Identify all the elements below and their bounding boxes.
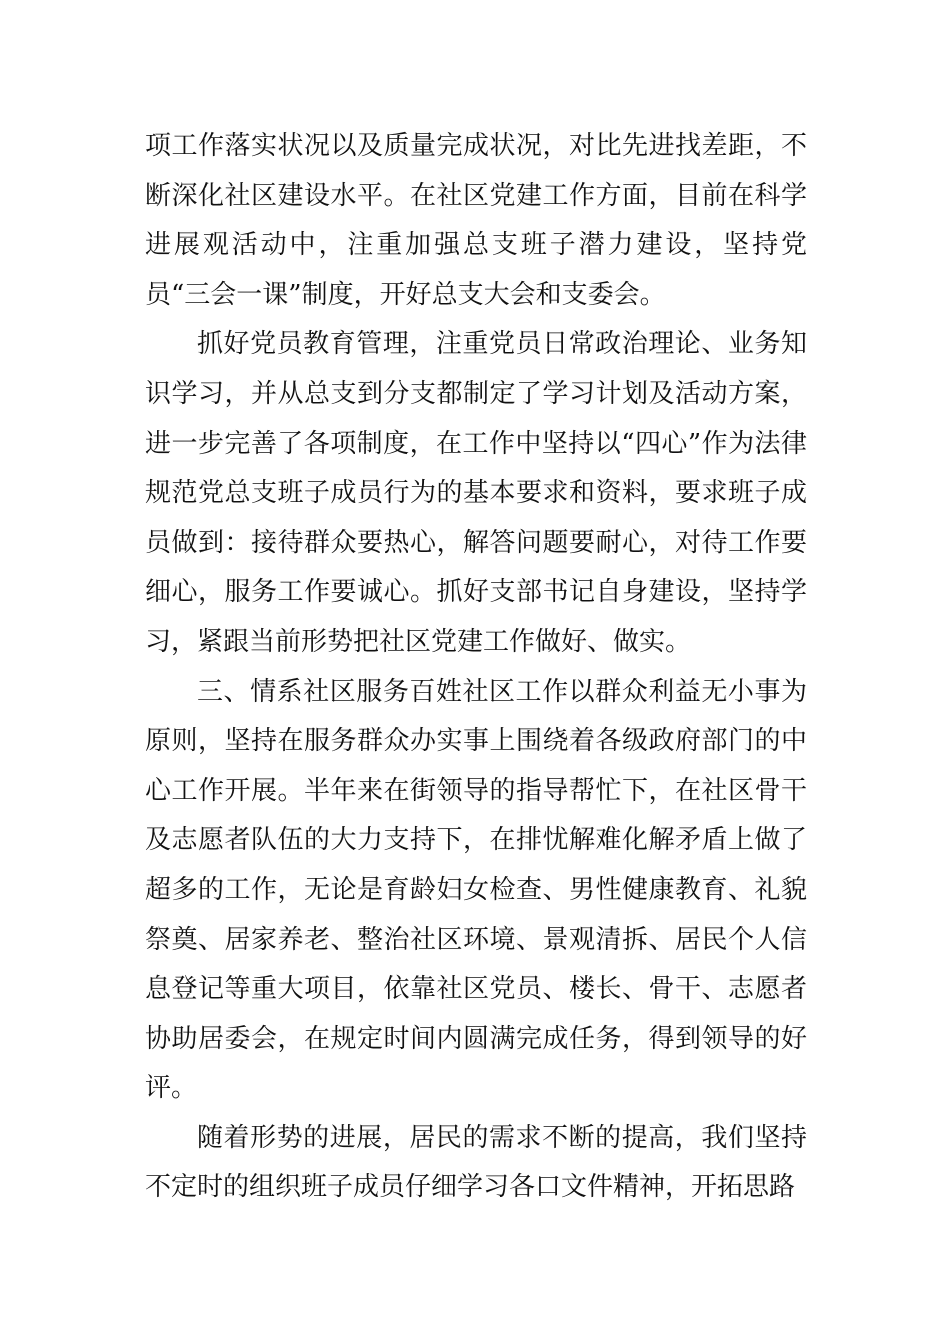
paragraph-1: 项工作落实状况以及质量完成状况，对比先进找差距，不断深化社区建设水平。在社区党建工作方面，目前在科学进展观活动中，注重加强总支班子潜力建设，坚持党员“三会一课”制度，开好总支大会和支委会。 [145,131,807,310]
paragraph-4: 随着形势的进展，居民的需求不断的提高，我们坚持不定时的组织班子成员仔细学习各口文件精神，开拓思路 [145,1122,807,1203]
paragraph-2: 抓好党员教育管理，注重党员日常政治理论、业务知识学习，并从总支到分支都制定了学习计划及活动方案，进一步完善了各项制度，在工作中坚持以“四心”作为法律规范党总支班子成员行为的基本要求和资料，要求班子成员做到：接待群众要热心，解答问题要耐心，对待工作要细心，服务工作要诚心。抓好支部书记自身建设，坚持学习，紧跟当前形势把社区党建工作做好、做实。 [145,329,807,657]
paragraph-3: 三、情系社区服务百姓社区工作以群众利益无小事为原则，坚持在服务群众办实事上围绕着各级政府部门的中心工作开展。半年来在街领导的指导帮忙下，在社区骨干及志愿者队伍的大力支持下，在排忧解难化解矛盾上做了超多的工作，无论是育龄妇女检查、男性健康教育、礼貌祭奠、居家养老、整治社区环境、景观清拆、居民个人信息登记等重大项目，依靠社区党员、楼长、骨干、志愿者协助居委会，在规定时间内圆满完成任务，得到领导的好评。 [145,676,807,1104]
document-page [145,122,807,1213]
